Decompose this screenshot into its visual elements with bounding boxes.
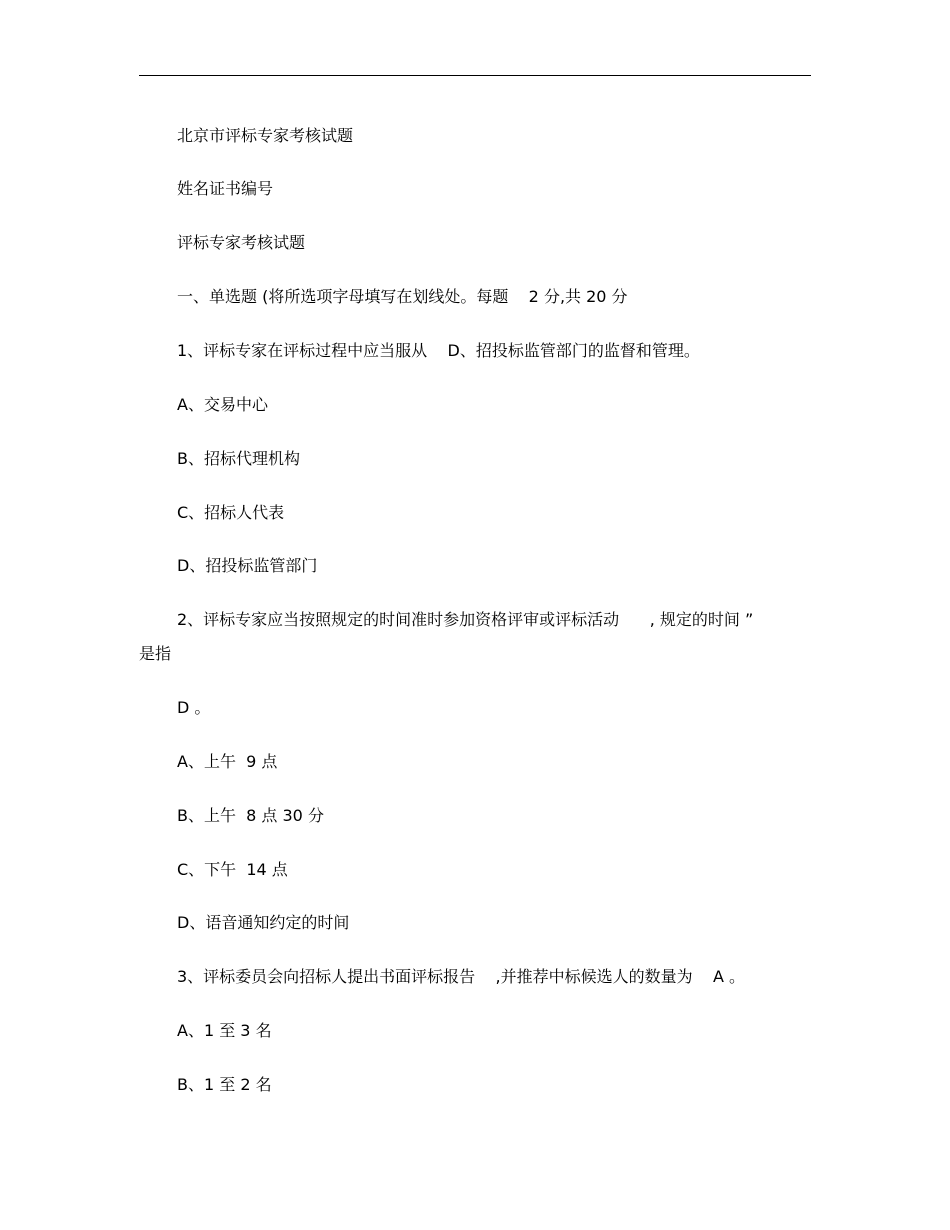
name-certificate-line: 姓名证书编号 [177,179,274,198]
q1-option-b: B、招标代理机构 [177,449,300,468]
q2-option-d: D、语音通知约定的时间 [177,913,350,932]
exam-subtitle: 评标专家考核试题 [177,233,306,252]
document-title: 北京市评标专家考核试题 [177,126,354,145]
q2-option-a: A、上午 9 点 [177,752,278,771]
header-rule [139,75,811,76]
question-3: 3、评标委员会向招标人提出书面评标报告 ,并推荐中标候选人的数量为 A 。 [177,967,745,986]
q1-option-d: D、招投标监管部门 [177,556,318,575]
question-1: 1、评标专家在评标过程中应当服从 D、招投标监管部门的监督和管理。 [177,341,700,360]
q3-option-b: B、1 至 2 名 [177,1075,272,1094]
question-2: 2、评标专家应当按照规定的时间准时参加资格评审或评标活动 , 规定的时间 ” [177,610,754,629]
q2-option-c: C、下午 14 点 [177,860,288,879]
q1-option-a: A、交易中心 [177,395,268,414]
question-2-continued: 是指 [139,644,172,663]
q2-option-b: B、上午 8 点 30 分 [177,806,324,825]
q1-option-c: C、招标人代表 [177,503,285,522]
question-2-answer: D 。 [177,698,211,717]
section-heading: 一、单选题 (将所选项字母填写在划线处。每题 2 分,共 20 分 [177,287,628,306]
q3-option-a: A、1 至 3 名 [177,1021,272,1040]
